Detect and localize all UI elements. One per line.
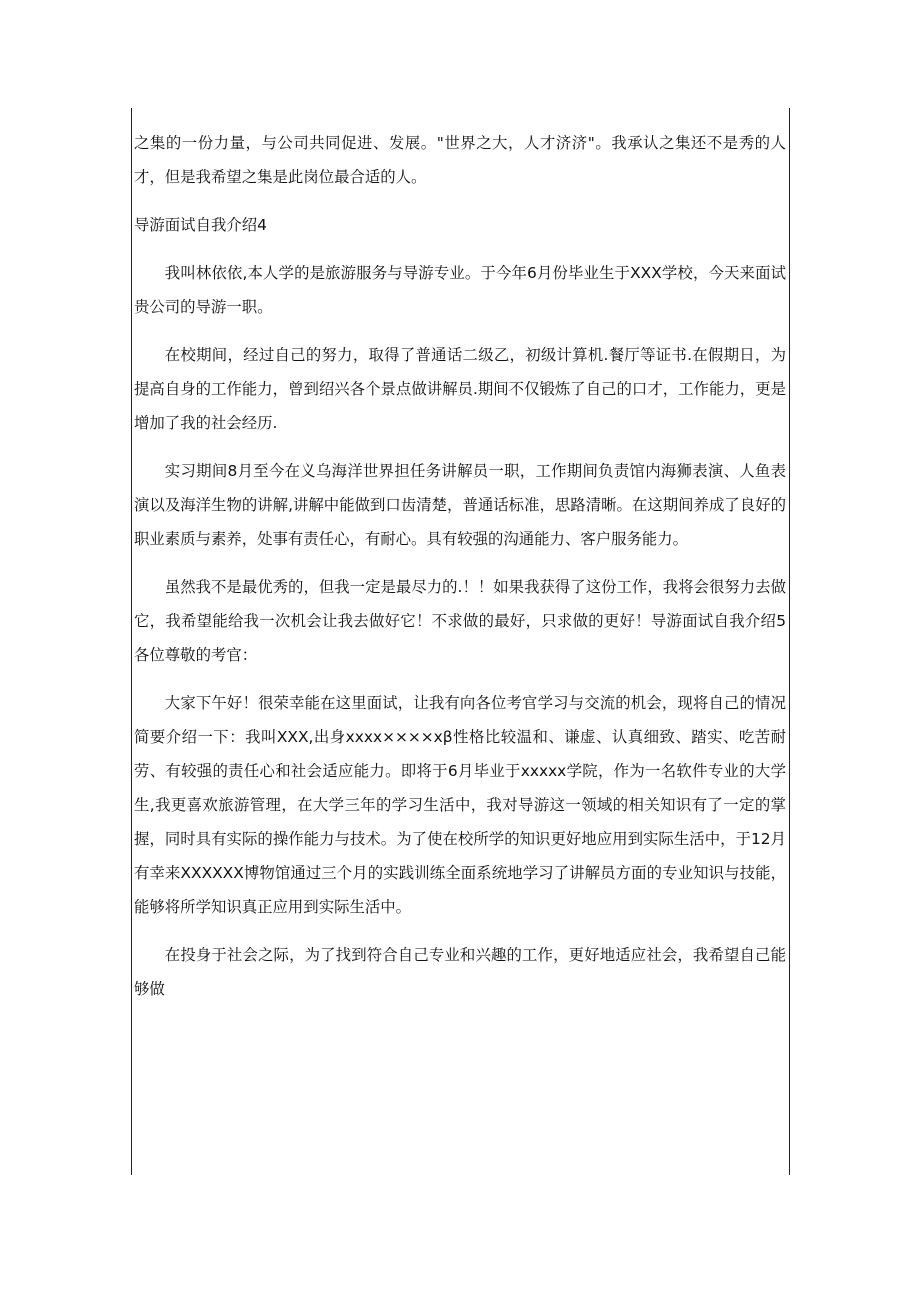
paragraph: 实习期间8月至今在义乌海洋世界担任务讲解员一职，工作期间负责馆内海狮表演、人鱼表演以及海洋生物的讲解,讲解中能做到口齿清楚，普通话标准，思路清晰。在这期间养成了良好的职业素质与素养，处事有责任心，有耐心。具有较强的沟通能力、客户服务能力。 <box>134 462 786 548</box>
right-margin-rule <box>789 108 790 1175</box>
paragraph-continued: 之集的一份力量，与公司共同促进、发展。"世界之大，人才济济"。我承认之集还不是秀的人才，但是我希望之集是此岗位最合适的人。 <box>134 134 786 186</box>
paragraph: 在投身于社会之际，为了找到符合自己专业和兴趣的工作，更好地适应社会，我希望自己能够做 <box>134 946 786 998</box>
paragraph: 我叫林依依,本人学的是旅游服务与导游专业。于今年6月份毕业生于XXX学校，今天来面试贵公司的导游一职。 <box>134 264 786 316</box>
left-margin-rule <box>131 108 132 1175</box>
paragraph: 虽然我不是最优秀的，但我一定是最尽力的.！！如果我获得了这份工作，我将会很努力去做它，我希望能给我一次机会让我去做好它！不求做的最好，只求做的更好！导游面试自我介绍5各位尊敬的考官： <box>134 578 786 664</box>
section-heading: 导游面试自我介绍4 <box>134 216 267 234</box>
paragraph: 在校期间，经过自己的努力，取得了普通话二级乙，初级计算机.餐厅等证书.在假期日，为提高自身的工作能力，曾到绍兴各个景点做讲解员.期间不仅锻炼了自己的口才，工作能力，更是增加了我的社会经历. <box>134 346 786 432</box>
paragraph: 大家下午好！很荣幸能在这里面试，让我有向各位考官学习与交流的机会，现将自己的情况简要介绍一下：我叫XXX,出身xxxx××××xβ性格比较温和、谦虚、认真细致、踏实、吃苦耐劳、有较强的责任心和社会适应能力。即将于6月毕业于xxxxx学院，作为一名软件专业的大学生,我更喜欢旅游管理，在大学三年的学习生活中，我对导游这一领域的相关知识有了一定的掌握，同时具有实际的操作能力与技术。为了使在校所学的知识更好地应用到实际生活中，于12月有幸来XXXXXX博物馆通过三个月的实践训练全面系统地学习了讲解员方面的专业知识与技能，能够将所学知识真正应用到实际生活中。 <box>134 694 786 916</box>
document-body <box>134 126 786 1020</box>
